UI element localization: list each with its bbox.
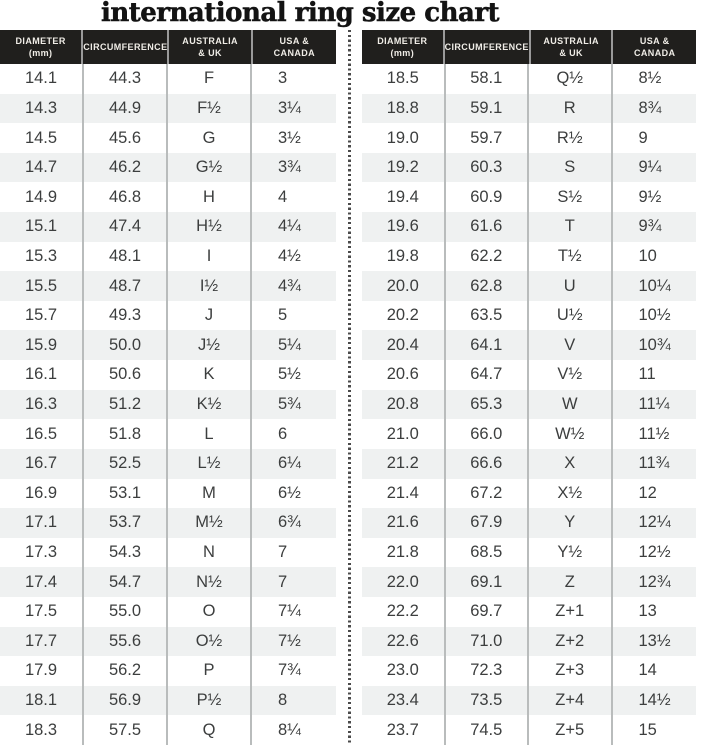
table-cell: 16.3 [0, 390, 84, 420]
table-cell: 19.4 [362, 182, 446, 212]
table-cell: 50.6 [84, 360, 168, 390]
table-cell: 65.3 [446, 390, 530, 420]
table-cell: N½ [168, 567, 252, 597]
table-row [362, 508, 696, 538]
column-header-line: & UK [559, 48, 583, 58]
table-cell: 48.7 [84, 271, 168, 301]
table-row [0, 301, 336, 331]
table-cell: 53.7 [84, 508, 168, 538]
table-header-right [362, 30, 696, 64]
table-cell: P½ [168, 686, 252, 716]
table-cell: H½ [168, 212, 252, 242]
table-row [362, 449, 696, 479]
table-cell: 17.7 [0, 627, 84, 657]
table-cell: T [529, 212, 613, 242]
table-cell: 74.5 [446, 715, 530, 745]
table-cell: 9¼ [638, 158, 662, 177]
table-row [362, 242, 696, 272]
table-cell: 23.0 [362, 656, 446, 686]
column-header-circumference [445, 30, 531, 64]
table-cell: 7 [278, 543, 288, 562]
table-row [362, 686, 696, 716]
table-cell: 8¼ [278, 720, 301, 739]
column-header-line: & UK [198, 48, 222, 58]
table-cell: 15.3 [0, 242, 84, 272]
table-cell: Z+3 [529, 656, 613, 686]
column-header-usa-canada [253, 30, 336, 64]
table-cell: 17.3 [0, 538, 84, 568]
column-header-line: USA & [279, 35, 310, 46]
table-cell: F½ [168, 94, 252, 124]
table-row [362, 182, 696, 212]
table-cell: 3 [278, 69, 288, 88]
table-cell: 9 [638, 128, 648, 147]
table-cell: 63.5 [446, 301, 530, 331]
table-cell: R [529, 94, 613, 124]
table-cell: 11½ [638, 424, 670, 443]
table-cell: 64.7 [446, 360, 530, 390]
page-title-wrap [0, 0, 600, 29]
table-row [362, 597, 696, 627]
table-cell: 22.0 [362, 567, 446, 597]
table-cell: 19.8 [362, 242, 446, 272]
column-header-line: CIRCUMFERENCE [444, 41, 529, 52]
table-cell: 50.0 [84, 330, 168, 360]
table-cell: 5 [278, 306, 288, 325]
table-cell: R½ [529, 123, 613, 153]
column-header-line: AUSTRALIA [543, 35, 599, 46]
column-header-line: DIAMETER [15, 35, 66, 46]
table-cell: 62.2 [446, 242, 530, 272]
table-cell: Z+2 [529, 627, 613, 657]
table-cell: 18.8 [362, 94, 446, 124]
table-cell: 54.7 [84, 567, 168, 597]
table-row [362, 271, 696, 301]
table-cell: L½ [168, 449, 252, 479]
table-row [362, 64, 696, 94]
table-cell: 15.5 [0, 271, 84, 301]
column-header-line: (mm) [28, 48, 53, 58]
table-row [0, 153, 336, 183]
table-cell: V [529, 330, 613, 360]
table-row [0, 64, 336, 94]
table-cell: 47.4 [84, 212, 168, 242]
table-row [362, 330, 696, 360]
table-cell: 62.8 [446, 271, 530, 301]
table-cell: K½ [168, 390, 252, 420]
table-cell: 68.5 [446, 538, 530, 568]
table-cell: J [168, 301, 252, 331]
table-cell: 11¾ [638, 454, 670, 473]
table-cell: 22.6 [362, 627, 446, 657]
table-cell: 14½ [638, 691, 671, 710]
table-cell: 55.6 [84, 627, 168, 657]
table-cell: M½ [168, 508, 252, 538]
table-cell: 12 [638, 483, 657, 502]
table-cell: 52.5 [84, 449, 168, 479]
table-row [0, 567, 336, 597]
table-cell: 49.3 [84, 301, 168, 331]
table-cell: 45.6 [84, 123, 168, 153]
table-cell: S½ [529, 182, 613, 212]
table-cell: 14.3 [0, 94, 84, 124]
column-header-australia-uk [531, 30, 614, 64]
table-cell: 20.4 [362, 330, 446, 360]
table-cell: 9½ [638, 187, 662, 206]
table-row [0, 182, 336, 212]
table-cell: N [168, 538, 252, 568]
table-cell: 18.5 [362, 64, 446, 94]
table-row [0, 656, 336, 686]
table-cell: 3¼ [278, 98, 301, 117]
column-header-line: CANADA [273, 48, 316, 58]
table-row [0, 360, 336, 390]
table-cell: 7½ [278, 631, 301, 650]
table-cell: 6¾ [278, 513, 301, 532]
column-header-line: USA & [639, 35, 670, 46]
table-cell: Q½ [529, 64, 613, 94]
table-cell: 72.3 [446, 656, 530, 686]
table-cell: 11 [638, 365, 656, 384]
table-cell: T½ [529, 242, 613, 272]
table-cell: 20.6 [362, 360, 446, 390]
table-cell: 15.1 [0, 212, 84, 242]
table-row [0, 390, 336, 420]
table-row [0, 597, 336, 627]
table-row [362, 538, 696, 568]
table-row [0, 419, 336, 449]
table-cell: 12¾ [638, 572, 671, 591]
table-cell: O½ [168, 627, 252, 657]
ring-size-table-right [362, 30, 696, 745]
column-header-line: (mm) [390, 48, 415, 58]
table-cell: 51.8 [84, 419, 168, 449]
table-row [0, 449, 336, 479]
table-cell: 14.1 [0, 64, 84, 94]
table-cell: 12¼ [638, 513, 671, 532]
table-cell: 10¾ [638, 335, 671, 354]
table-cell: 8½ [638, 69, 662, 88]
table-cell: 7¼ [278, 602, 301, 621]
table-cell: 16.9 [0, 479, 84, 509]
table-cell: 69.1 [446, 567, 530, 597]
column-header-australia-uk [169, 30, 252, 64]
table-cell: 67.9 [446, 508, 530, 538]
table-cell: 21.6 [362, 508, 446, 538]
table-cell: 4¼ [278, 217, 301, 236]
table-row [362, 715, 696, 745]
table-cell: Z+1 [529, 597, 613, 627]
table-cell: 44.9 [84, 94, 168, 124]
dotted-divider [348, 30, 351, 745]
table-row [0, 271, 336, 301]
column-header-line: CIRCUMFERENCE [83, 41, 168, 52]
table-row [362, 123, 696, 153]
table-row [362, 212, 696, 242]
table-row [0, 715, 336, 745]
table-cell: 17.4 [0, 567, 84, 597]
table-cell: G½ [168, 153, 252, 183]
table-cell: 19.0 [362, 123, 446, 153]
table-cell: 11¼ [638, 395, 670, 413]
table-cell: 48.1 [84, 242, 168, 272]
table-row [0, 123, 336, 153]
table-cell: 8 [278, 691, 288, 710]
table-cell: 15.7 [0, 301, 84, 331]
table-cell: 17.5 [0, 597, 84, 627]
table-row [362, 567, 696, 597]
table-cell: 13 [638, 602, 657, 621]
table-cell: 56.2 [84, 656, 168, 686]
table-cell: 4 [278, 187, 288, 206]
table-row [0, 627, 336, 657]
table-cell: 54.3 [84, 538, 168, 568]
table-cell: J½ [168, 330, 252, 360]
table-cell: 73.5 [446, 686, 530, 716]
table-cell: Y [529, 508, 613, 538]
table-cell: P [168, 656, 252, 686]
table-cell: 57.5 [84, 715, 168, 745]
table-row [0, 94, 336, 124]
table-row [362, 419, 696, 449]
table-cell: X½ [529, 479, 613, 509]
table-cell: H [168, 182, 252, 212]
table-cell: 46.8 [84, 182, 168, 212]
table-row [0, 212, 336, 242]
column-header-diameter [0, 30, 83, 64]
table-cell: 20.8 [362, 390, 446, 420]
table-cell: Z+4 [529, 686, 613, 716]
table-cell: 21.0 [362, 419, 446, 449]
table-cell: 60.3 [446, 153, 530, 183]
table-cell: 18.3 [0, 715, 84, 745]
table-cell: 6 [278, 424, 288, 443]
table-body-right [362, 64, 696, 745]
table-cell: 10 [638, 246, 657, 265]
table-cell: 7¾ [278, 661, 301, 680]
table-cell: 17.9 [0, 656, 84, 686]
table-cell: 5½ [278, 365, 301, 384]
table-cell: 21.2 [362, 449, 446, 479]
table-body-left [0, 64, 336, 745]
table-cell: 23.4 [362, 686, 446, 716]
table-row [362, 94, 696, 124]
table-cell: 14.5 [0, 123, 84, 153]
column-header-line: AUSTRALIA [182, 35, 238, 46]
table-cell: Q [168, 715, 252, 745]
table-cell: W½ [529, 419, 613, 449]
table-cell: 10½ [638, 306, 671, 325]
table-cell: 16.7 [0, 449, 84, 479]
table-cell: 58.1 [446, 64, 530, 94]
table-cell: 5¾ [278, 395, 301, 413]
ring-size-table-left [0, 30, 336, 745]
table-cell: 51.2 [84, 390, 168, 420]
table-cell: 14.7 [0, 153, 84, 183]
column-header-circumference [83, 30, 169, 64]
table-cell: 4¾ [278, 276, 301, 295]
table-cell: 16.5 [0, 419, 84, 449]
table-cell: 14.9 [0, 182, 84, 212]
table-row [362, 627, 696, 657]
table-cell: 14 [638, 661, 657, 680]
table-cell: 67.2 [446, 479, 530, 509]
table-cell: I½ [168, 271, 252, 301]
table-cell: 64.1 [446, 330, 530, 360]
table-cell: Z [529, 567, 613, 597]
column-header-usa-canada [613, 30, 696, 64]
table-cell: 61.6 [446, 212, 530, 242]
table-cell: 22.2 [362, 597, 446, 627]
table-cell: 8¾ [638, 98, 662, 117]
table-row [0, 538, 336, 568]
table-header-left [0, 30, 336, 64]
table-row [362, 153, 696, 183]
table-cell: 55.0 [84, 597, 168, 627]
column-header-line: DIAMETER [377, 35, 428, 46]
table-row [0, 479, 336, 509]
table-cell: 20.2 [362, 301, 446, 331]
table-cell: M [168, 479, 252, 509]
table-cell: 3½ [278, 128, 301, 147]
table-row [362, 479, 696, 509]
table-cell: 19.6 [362, 212, 446, 242]
table-cell: K [168, 360, 252, 390]
table-cell: 59.1 [446, 94, 530, 124]
table-cell: W [529, 390, 613, 420]
table-cell: 12½ [638, 543, 671, 562]
column-header-line: CANADA [634, 48, 676, 58]
table-row [0, 508, 336, 538]
table-cell: 15 [638, 720, 657, 739]
column-header-diameter [362, 30, 445, 64]
table-cell: V½ [529, 360, 613, 390]
table-cell: 4½ [278, 246, 301, 265]
table-row [362, 656, 696, 686]
table-cell: 9¾ [638, 217, 662, 236]
table-cell: 15.9 [0, 330, 84, 360]
table-cell: 69.7 [446, 597, 530, 627]
table-cell: X [529, 449, 613, 479]
table-cell: 20.0 [362, 271, 446, 301]
table-cell: 6½ [278, 483, 301, 502]
table-cell: O [168, 597, 252, 627]
table-cell: 5¼ [278, 335, 301, 354]
table-cell: I [168, 242, 252, 272]
table-cell: Z+5 [529, 715, 613, 745]
table-cell: 16.1 [0, 360, 84, 390]
table-row [0, 242, 336, 272]
table-row [362, 390, 696, 420]
table-cell: 46.2 [84, 153, 168, 183]
table-cell: Y½ [529, 538, 613, 568]
table-cell: 60.9 [446, 182, 530, 212]
table-cell: G [168, 123, 252, 153]
table-row [362, 301, 696, 331]
table-row [0, 686, 336, 716]
table-cell: 71.0 [446, 627, 530, 657]
table-cell: 17.1 [0, 508, 84, 538]
table-cell: F [168, 64, 252, 94]
table-cell: 66.6 [446, 449, 530, 479]
table-cell: S [529, 153, 613, 183]
table-cell: 6¼ [278, 454, 301, 473]
table-cell: 19.2 [362, 153, 446, 183]
table-row [0, 330, 336, 360]
table-cell: 10¼ [638, 276, 671, 295]
table-cell: L [168, 419, 252, 449]
table-cell: 56.9 [84, 686, 168, 716]
page-title: international ring size chart [100, 0, 500, 28]
table-cell: 59.7 [446, 123, 530, 153]
table-cell: 18.1 [0, 686, 84, 716]
table-cell: 7 [278, 572, 288, 591]
table-cell: 44.3 [84, 64, 168, 94]
table-cell: 21.4 [362, 479, 446, 509]
table-cell: 3¾ [278, 158, 301, 177]
table-cell: 66.0 [446, 419, 530, 449]
table-cell: U½ [529, 301, 613, 331]
table-cell: 13½ [638, 631, 671, 650]
table-cell: 23.7 [362, 715, 446, 745]
table-row [362, 360, 696, 390]
table-cell: 21.8 [362, 538, 446, 568]
table-cell: U [529, 271, 613, 301]
table-cell: 53.1 [84, 479, 168, 509]
